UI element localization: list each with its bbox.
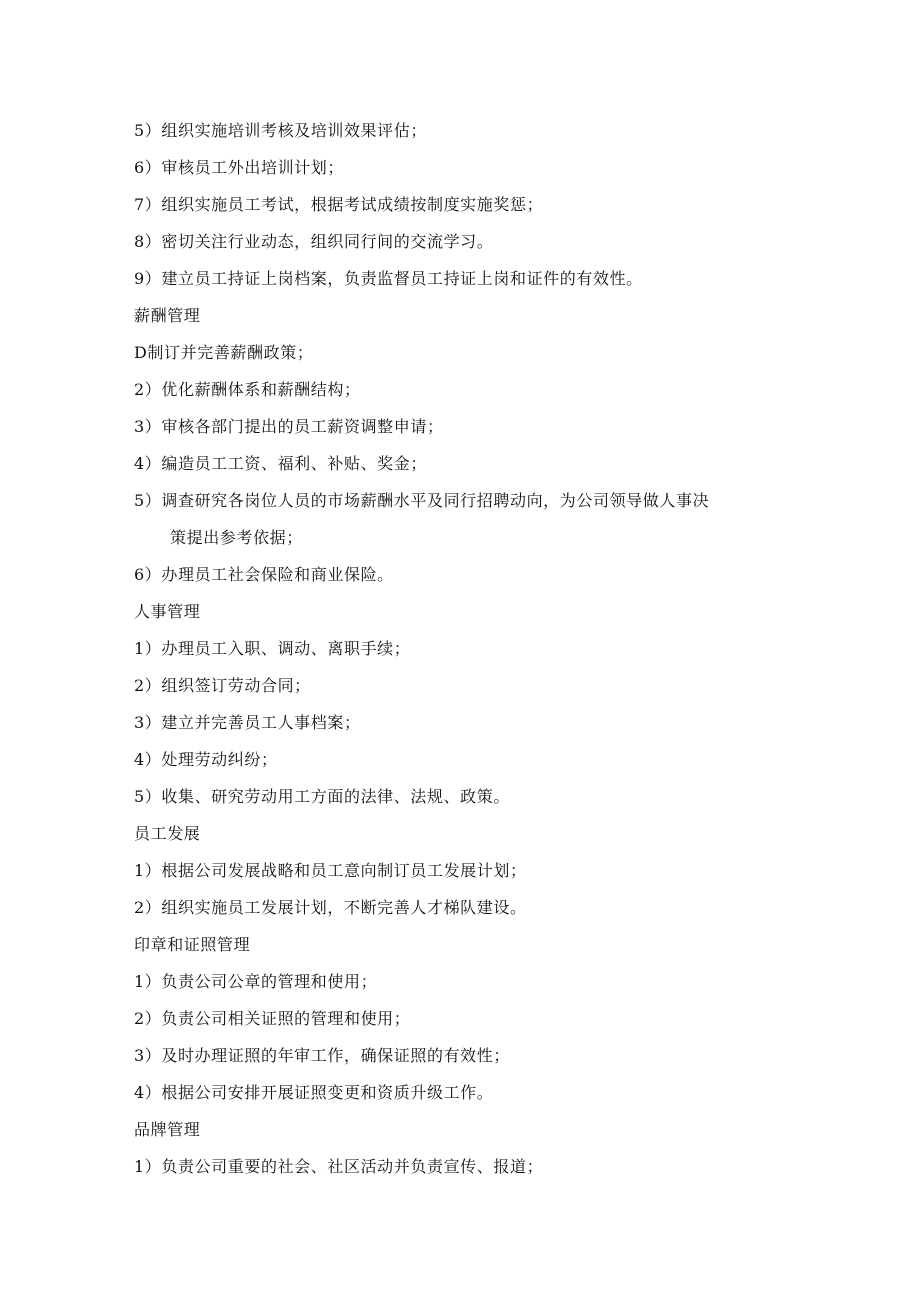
salary-item-5-continuation: 策提出参考依据；	[170, 528, 303, 547]
personnel-item-4: 4）处理劳动纠纷；	[134, 750, 278, 769]
brand-item-1: 1）负责公司重要的社会、社区活动并负责宣传、报道；	[134, 1157, 544, 1176]
training-item-9: 9）建立员工持证上岗档案，负责监督员工持证上岗和证件的有效性。	[134, 269, 643, 288]
salary-item-2: 2）优化薪酬体系和薪酬结构；	[134, 380, 361, 399]
seals-item-4: 4）根据公司安排开展证照变更和资质升级工作。	[134, 1083, 494, 1102]
seals-item-3: 3）及时办理证照的年审工作，确保证照的有效性；	[134, 1046, 510, 1065]
seals-item-1: 1）负责公司公章的管理和使用；	[134, 972, 378, 991]
salary-item-3: 3）审核各部门提出的员工薪资调整申请；	[134, 417, 444, 436]
personnel-item-5: 5）收集、研究劳动用工方面的法律、法规、政策。	[134, 787, 510, 806]
personnel-heading: 人事管理	[134, 602, 201, 621]
training-item-8: 8）密切关注行业动态，组织同行间的交流学习。	[134, 232, 494, 251]
seals-item-2: 2）负责公司相关证照的管理和使用；	[134, 1009, 411, 1028]
document-page	[134, 112, 834, 1185]
personnel-item-1: 1）办理员工入职、调动、离职手续；	[134, 639, 411, 658]
development-item-2: 2）组织实施员工发展计划，不断完善人才梯队建设。	[134, 898, 527, 917]
seals-heading: 印章和证照管理	[134, 935, 251, 954]
personnel-item-2: 2）组织签订劳动合同；	[134, 676, 311, 695]
training-item-5: 5）组织实施培训考核及培训效果评估；	[134, 121, 427, 140]
salary-heading: 薪酬管理	[134, 306, 201, 325]
development-item-1: 1）根据公司发展战略和员工意向制订员工发展计划；	[134, 861, 527, 880]
training-item-7: 7）组织实施员工考试，根据考试成绩按制度实施奖惩；	[134, 195, 544, 214]
training-item-6: 6）审核员工外出培训计划；	[134, 158, 344, 177]
brand-heading: 品牌管理	[134, 1120, 201, 1139]
salary-item-6: 6）办理员工社会保险和商业保险。	[134, 565, 394, 584]
salary-item-5: 5）调查研究各岗位人员的市场薪酬水平及同行招聘动向，为公司领导做人事决	[134, 491, 710, 510]
development-heading: 员工发展	[134, 824, 201, 843]
salary-item-1: D制订并完善薪酬政策；	[134, 343, 314, 362]
personnel-item-3: 3）建立并完善员工人事档案；	[134, 713, 361, 732]
salary-item-4: 4）编造员工工资、福利、补贴、奖金；	[134, 454, 427, 473]
